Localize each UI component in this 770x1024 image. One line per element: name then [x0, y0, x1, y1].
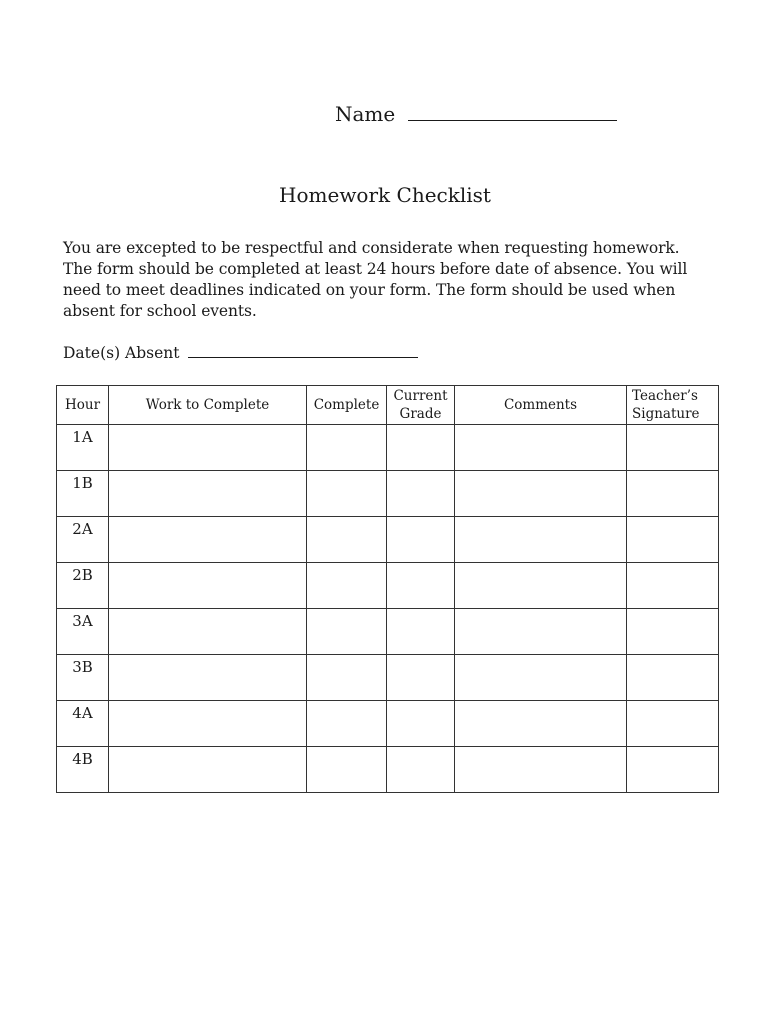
header-signature-line2: Signature	[632, 406, 700, 422]
name-field-row	[335, 102, 617, 126]
hour-cell: 4B	[57, 747, 109, 793]
complete-cell[interactable]	[307, 517, 387, 563]
comments-cell[interactable]	[455, 609, 627, 655]
signature-cell[interactable]	[627, 609, 719, 655]
hour-cell: 1A	[57, 425, 109, 471]
table-row	[57, 425, 719, 471]
work-cell[interactable]	[109, 425, 307, 471]
dates-absent-row	[63, 343, 418, 362]
table-row	[57, 471, 719, 517]
table-row	[57, 563, 719, 609]
header-signature-line1: Teacher’s	[632, 388, 698, 404]
table-header-row	[57, 386, 719, 425]
table-row	[57, 701, 719, 747]
table-row	[57, 747, 719, 793]
signature-cell[interactable]	[627, 471, 719, 517]
work-cell[interactable]	[109, 471, 307, 517]
work-cell[interactable]	[109, 517, 307, 563]
grade-cell[interactable]	[387, 701, 455, 747]
complete-cell[interactable]	[307, 471, 387, 517]
grade-cell[interactable]	[387, 563, 455, 609]
complete-cell[interactable]	[307, 747, 387, 793]
header-complete: Complete	[307, 386, 387, 425]
page-title	[0, 183, 770, 207]
comments-cell[interactable]	[455, 655, 627, 701]
table-body	[57, 425, 719, 793]
hour-cell: 1B	[57, 471, 109, 517]
instructions-paragraph: You are excepted to be respectful and considerate when requesting homework. The form should be completed at least 24 hours before date of absence. You will need to meet deadlines indicated on your form. The form should be used when absent for school events.	[63, 239, 688, 320]
homework-table	[56, 385, 719, 793]
grade-cell[interactable]	[387, 747, 455, 793]
name-label: Name	[335, 102, 396, 126]
comments-cell[interactable]	[455, 747, 627, 793]
signature-cell[interactable]	[627, 425, 719, 471]
hour-cell: 2B	[57, 563, 109, 609]
work-cell[interactable]	[109, 563, 307, 609]
complete-cell[interactable]	[307, 609, 387, 655]
signature-cell[interactable]	[627, 517, 719, 563]
hour-cell: 3B	[57, 655, 109, 701]
signature-cell[interactable]	[627, 655, 719, 701]
signature-cell[interactable]	[627, 747, 719, 793]
comments-cell[interactable]	[455, 517, 627, 563]
header-grade-line1: Current	[393, 388, 448, 404]
complete-cell[interactable]	[307, 425, 387, 471]
comments-cell[interactable]	[455, 563, 627, 609]
work-cell[interactable]	[109, 701, 307, 747]
table-row	[57, 517, 719, 563]
name-blank-line[interactable]	[408, 102, 617, 121]
grade-cell[interactable]	[387, 425, 455, 471]
header-comments: Comments	[455, 386, 627, 425]
header-grade-line2: Grade	[399, 406, 442, 422]
work-cell[interactable]	[109, 609, 307, 655]
title-text: Homework Checklist	[279, 183, 491, 207]
header-current-grade	[387, 386, 455, 425]
header-teacher-signature	[627, 386, 719, 425]
signature-cell[interactable]	[627, 563, 719, 609]
grade-cell[interactable]	[387, 655, 455, 701]
comments-cell[interactable]	[455, 471, 627, 517]
header-hour: Hour	[57, 386, 109, 425]
grade-cell[interactable]	[387, 609, 455, 655]
complete-cell[interactable]	[307, 563, 387, 609]
table-row	[57, 609, 719, 655]
complete-cell[interactable]	[307, 655, 387, 701]
dates-absent-label: Date(s) Absent	[63, 344, 180, 362]
grade-cell[interactable]	[387, 471, 455, 517]
comments-cell[interactable]	[455, 701, 627, 747]
hour-cell: 2A	[57, 517, 109, 563]
hour-cell: 3A	[57, 609, 109, 655]
table-row	[57, 655, 719, 701]
dates-absent-blank-line[interactable]	[188, 343, 418, 358]
signature-cell[interactable]	[627, 701, 719, 747]
hour-cell: 4A	[57, 701, 109, 747]
work-cell[interactable]	[109, 655, 307, 701]
complete-cell[interactable]	[307, 701, 387, 747]
work-cell[interactable]	[109, 747, 307, 793]
comments-cell[interactable]	[455, 425, 627, 471]
grade-cell[interactable]	[387, 517, 455, 563]
header-work: Work to Complete	[109, 386, 307, 425]
